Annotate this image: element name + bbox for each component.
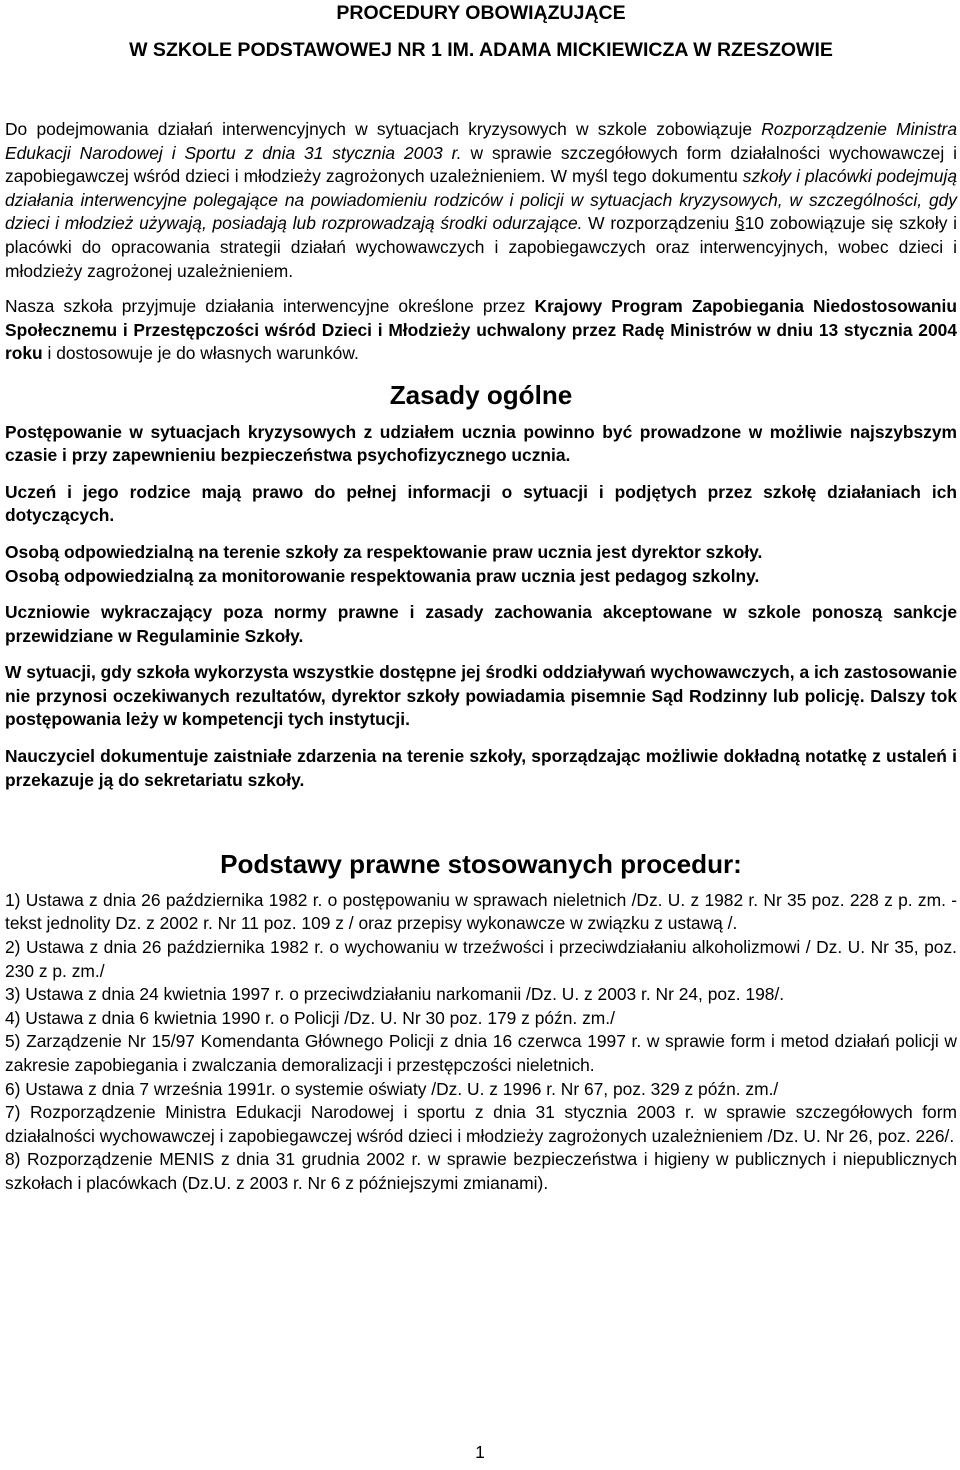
intro-regulation-citation: Rozporządzenie Ministra Edukacji Narodowej i Sportu z dnia 31 stycznia 2003 r.: [5, 119, 958, 163]
legal-item: 4) Ustawa z dnia 6 kwietnia 1990 r. o Policji /Dz. U. Nr 30 poz. 179 z późn. zm./: [5, 1007, 615, 1028]
intro-text-e: W rozporządzeniu: [582, 213, 735, 234]
general-rule-6: Nauczyciel dokumentuje zaistniałe zdarzenia na terenie szkoły, sporządzając możliwie dokładną notatkę z ustaleń i przekazuje ją do sekretariatu szkoły.: [5, 746, 957, 790]
program-name: Krajowy Program Zapobiegania Niedostosowaniu Społecznemu i Przestępczości wśród Dzieci i Młodzieży uchwalony przez Radę Ministrów w dniu 13 stycznia 2004 roku: [5, 296, 957, 364]
intro-text-g: 10 zobowiązuje się szkoły i placówki do opracowania strategii działań wychowawczych i zapobiegawczych oraz interwencyjnych, wobec dzieci i młodzieży zagrożonej uzależnieniem.: [5, 213, 957, 281]
legal-item: 6) Ustawa z dnia 7 września 1991r. o systemie oświaty /Dz. U. z 1996 r. Nr 67, poz. 329 z późn. zm./: [5, 1078, 779, 1099]
intro-text-a: Do podejmowania działań interwencyjnych w sytuacjach kryzysowych w szkole zobowiązuje: [5, 119, 762, 139]
general-rule-2: Uczeń i jego rodzice mają prawo do pełnej informacji o sytuacji i podjętych przez szkołę działaniach ich dotyczących.: [5, 481, 957, 526]
legal-item: 8) Rozporządzenie MENIS z dnia 31 grudnia 2002 r. w sprawie bezpieczeństwa i higieny w publicznych i niepublicznych szkołach i placówkach (Dz.U. z 2003 r. Nr 6 z późniejszymi zmianami).: [5, 1149, 957, 1193]
general-rules-heading: Zasady ogólne: [389, 379, 573, 410]
page-number: 1: [475, 1442, 485, 1462]
intro-paragraph: [5, 118, 957, 283]
legal-item: 2) Ustawa z dnia 26 października 1982 r. o wychowaniu w trzeźwości i przeciwdziałaniu alkoholizmowi / Dz. U. Nr 35, poz. 230 z p. zm./: [5, 937, 957, 981]
document-page: [5, 0, 957, 1196]
legal-item: 7) Rozporządzenie Ministra Edukacji Narodowej i sportu z dnia 31 stycznia 2003 r. w sprawie szczegółowych form działalności wychowawczej i zapobiegawczej wśród dzieci i młodzieży zagrożonych uzależnieniem /Dz. U. Nr 26, poz. 226/.: [5, 1102, 957, 1146]
general-rule-3b: Osobą odpowiedzialną za monitorowanie respektowania praw ucznia jest pedagog szkolny.: [5, 565, 760, 586]
legal-basis-list: [5, 889, 957, 1196]
general-rule-4: Uczniowie wykraczający poza normy prawne i zasady zachowania akceptowane w szkole ponoszą sankcje przewidziane w Regulaminie Szkoły.: [5, 602, 957, 646]
legal-item: 3) Ustawa z dnia 24 kwietnia 1997 r. o przeciwdziałaniu narkomanii /Dz. U. z 2003 r. Nr 24, poz. 198/.: [5, 984, 785, 1005]
intro-text-c: w sprawie szczegółowych form działalności wychowawczej i zapobiegawczej wśród dzieci i młodzieży zagrożonych uzależnieniem. W myśl tego dokumentu: [5, 142, 957, 187]
general-rule-5: W sytuacji, gdy szkoła wykorzysta wszystkie dostępne jej środki oddziaływań wychowawczych, a ich zastosowanie nie przynosi oczekiwanych rezultatów, dyrektor szkoły powiadamia pisemnie Sąd Rodzinny lub policję. Dalszy tok postępowania leży w kompetencji tych instytucji.: [5, 662, 957, 730]
intro-quote: szkoły i placówki podejmują działania interwencyjne polegające na powiadomieniu rodziców i policji w sytuacjach kryzysowych, w szczególności, gdy dzieci i młodzież używają, posiadają lub rozprowadzają środki odurzające.: [5, 166, 957, 234]
general-rule-3a: Osobą odpowiedzialną na terenie szkoły za respektowanie praw ucznia jest dyrektor szkoły.: [5, 541, 763, 562]
program-text-a: Nasza szkoła przyjmuje działania interwencyjne określone przez: [5, 296, 535, 317]
legal-item: 1) Ustawa z dnia 26 października 1982 r. o postępowaniu w sprawach nieletnich /Dz. U. z 1982 r. Nr 35 poz. 228 z p. zm. - tekst jednolity Dz. z 2002 r. Nr 11 poz. 109 z / oraz przepisy wykonawcze w związku z ustawą /.: [5, 889, 957, 934]
program-text-c: i dostosowuje je do własnych warunków.: [42, 343, 359, 364]
document-title-line-2: W SZKOLE PODSTAWOWEJ NR 1 IM. ADAMA MICKIEWICZA W RZESZOWIE: [129, 39, 833, 61]
document-title-line-1: PROCEDURY OBOWIĄZUJĄCE: [336, 2, 626, 24]
legal-item: 5) Zarządzenie Nr 15/97 Komendanta Głównego Policji z dnia 16 czerwca 1997 r. w sprawie form i metod działań policji w zakresie zapobiegania i zwalczania demoralizacji i przestępczości nieletnich.: [5, 1031, 957, 1075]
paragraph-sign: §: [734, 213, 745, 234]
legal-basis-heading: Podstawy prawne stosowanych procedur:: [220, 849, 742, 880]
program-paragraph: [5, 295, 957, 366]
general-rule-1: Postępowanie w sytuacjach kryzysowych z udziałem ucznia powinno być prowadzone w możliwie najszybszym czasie i przy zapewnieniu bezpieczeństwa psychofizycznego ucznia.: [5, 421, 957, 466]
